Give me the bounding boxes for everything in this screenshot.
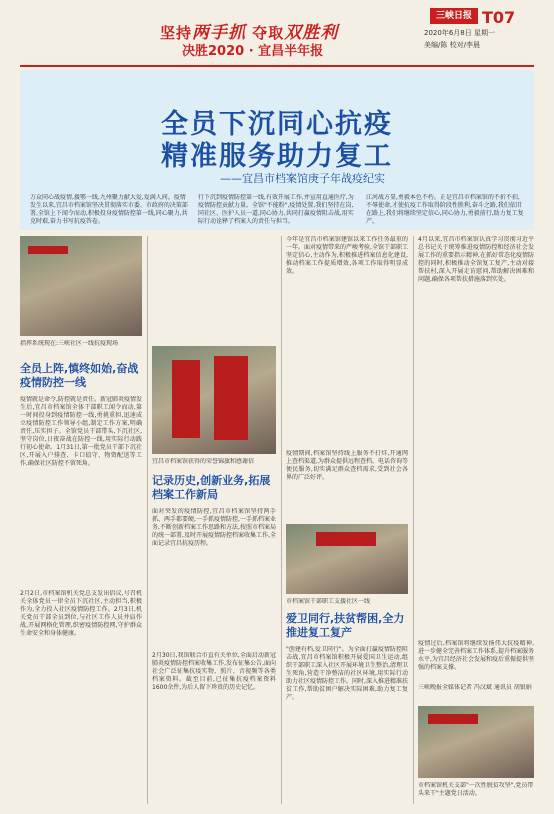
column-1-text-1: 疫情就是命令,防控就是责任。新冠肺炎疫情发生后,宜昌市档案馆全体干部职工闻令而动,第一时间投身到疫情防控一线,勇挑重担,迅速成立疫情防控工作领导小组,制定工作方案,明确责任,压实担子。全馆党员干部带头,下沉社区,坚守岗位,日夜奋战在防控一线,用实际行动践行初心使命。1月31日,第一批党员干部下沉社区,开展入户排查、卡口值守、物资配送等工作,确保社区防控不留死角。 <box>20 396 142 467</box>
column-2-text-1: 面对突发的疫情防控,宜昌市档案馆坚持两手抓、两手都要硬,一手抓疫情防控,一手抓档案业务,不断创新档案工作思路和方法,按照市档案局的统一部署,及时开展疫情防控档案收集工作,全面记录宜昌抗疫历程。 <box>152 508 276 547</box>
masthead-mid: 夺取 <box>246 24 285 42</box>
photo-party-activity <box>418 706 534 778</box>
masthead-subtitle: 决胜2020 · 宜昌半年报 <box>182 44 324 59</box>
column-4-text-1: 4月以来,宜昌市档案馆认真学习贯彻习近平总书记关于统筹推进疫情防控和经济社会发展工作的重要指示精神,在抓好常态化疫情防控的同时,积极推动全馆复工复产,主动对接帮扶村,深入开展走访慰问,帮助解决困难和问题,确保各项帮扶措施落到实处。 <box>418 236 534 283</box>
photo-community-volunteers <box>286 524 408 594</box>
column-divider-3 <box>413 236 414 804</box>
masthead-prefix: 坚持 <box>160 24 193 42</box>
photo-caption-3: 市档案馆干部职工支援社区一线 <box>286 598 371 605</box>
photo-pennant-1 <box>172 360 200 438</box>
intro-column-1: 万众同心战疫情,援鄂一线,九州聚力献大爱,爱满人间。疫情发生以来,宜昌市档案馆坚决贯彻落实市委、市政府的决策部署,全馆上下闻令而动,积极投身疫情防控第一线,同心聚力,共克时艰,奋力书写抗疫答卷。 <box>30 194 188 225</box>
photo-caption-2: 宜昌市档案馆获得的荣誉锦旗和感谢信 <box>152 458 255 465</box>
intro-column-3: 江河战方显,勇毅本色不朽。正是宜昌市档案馆的不折不扣,不辱使命,才使抗疫工作取得阶段性胜利,奋斗之路,我们依旧在路上,我们将继续坚定信心,同心协力,勇毅前行,助力复工复产。 <box>366 194 524 225</box>
column-4-text-2: 疫情过后,档案馆将继续发扬伟大抗疫精神,进一步健全完善档案工作体系,提升档案服务水平,为宜昌经济社会发展和疫后重振提供坚强的档案支撑。 <box>418 640 534 671</box>
section-heading-1: 全员上阵,慎终如始,奋战疫情防控一线 <box>20 362 139 389</box>
headline-line-1: 全员下沉同心抗疫 <box>161 109 393 140</box>
photo-banner <box>28 246 68 254</box>
intro-column-2: 行下沉到疫情防控第一线,有效开展工作,并宣用直通医疗,为疫情防控贡献力量。全馆"不能粉",疫情处置,我们坚持在岗,同社区、医护人员一道,同心协力,共同打赢疫情阻击战,用实际行动诠释了档案人的责任与担当。 <box>198 194 354 225</box>
photo-flag <box>316 532 376 546</box>
column-2-text-2: 2月30日,我馆联合市直有关单位,全面启动新冠肺炎疫情防控档案收集工作,发布征集公告,面向社会广泛征集抗疫实物、照片、音视频等各类档案资料。截至目前,已征集抗疫档案资料1600余件,为后人留下珍贵的历史记忆。 <box>152 652 276 691</box>
photo-red-banner <box>428 714 478 724</box>
headline-line-2: 精准服务助力复工 <box>161 141 393 172</box>
section-heading-3: 爱卫同行,扶贫帮困,全力推进复工复产 <box>286 612 405 639</box>
title-band <box>20 70 534 230</box>
column-3-text-2: 疫情期间,档案馆坚持线上服务不打烊,开通网上查档渠道,为群众提供远程查档、电话咨询等便民服务,切实满足群众查档需求,受到社会各界的广泛好评。 <box>286 450 408 481</box>
photo-community-checkpoint <box>20 236 142 336</box>
article-byline: 三峡晚报全媒体记者 冯汉斌 通讯员 胡银娟 <box>418 684 532 691</box>
column-3-text-1: 今年是宜昌市档案馆建馆以来工作任务最重的一年。面对疫情带来的严峻考验,全馆干部职工坚定信心,主动作为,积极推进档案信息化建设,推动档案工作提质增效,各项工作取得明显成效。 <box>286 236 408 275</box>
column-3-text-3: "创建有档,爱卫同行"。为全面打赢疫情防控阻击战,宜昌市档案馆积极开展爱国卫生运动,组织干部职工深入社区开展环境卫生整治,清理卫生死角,营造干净整洁的社区环境,用实际行动助力社区疫情防控工作。同时,深入推进精准扶贫工作,帮助贫困户解决实际困难,助力复工复产。 <box>286 646 408 701</box>
column-divider-1 <box>147 236 148 804</box>
column-divider-2 <box>281 236 282 804</box>
photo-honor-banners <box>152 346 276 454</box>
masthead-highlight-2: 双胜利 <box>284 23 339 43</box>
headline-subtitle: ——宜昌市档案馆庚子年战疫纪实 <box>220 172 385 185</box>
issue-date: 2020年6月8日 星期一 <box>424 29 495 37</box>
masthead-highlight-1: 两手抓 <box>192 23 247 43</box>
section-heading-2: 记录历史,创新业务,拓展档案工作新局 <box>152 474 271 501</box>
photo-pennant-2 <box>214 356 248 440</box>
photo-caption-4: 市档案馆机关支部"一次性脱贫攻坚",党员带头来干"主题党日活动。 <box>418 782 534 797</box>
column-1-text-2: 2月2日,市档案馆机关党总支发出倡议,号召机关全体党员一律全员下沉社区,主动担当,积极作为,全力投入社区疫情防控工作。2月3日,机关党员干部全员到位,与社区工作人员并肩作战,开展网格化管理,织密疫情防控网,守护群众生命安全和身体健康。 <box>20 590 142 637</box>
page-number: T07 <box>482 8 516 27</box>
header-divider <box>20 65 534 67</box>
editor-credit: 美编/陈 校对/李晨 <box>424 41 480 49</box>
paper-logo: 三峡日报 <box>430 8 478 24</box>
photo-caption-1: 指挥系统现在:三峡社区一线抗疫现场 <box>20 340 119 347</box>
page-header <box>0 0 554 70</box>
